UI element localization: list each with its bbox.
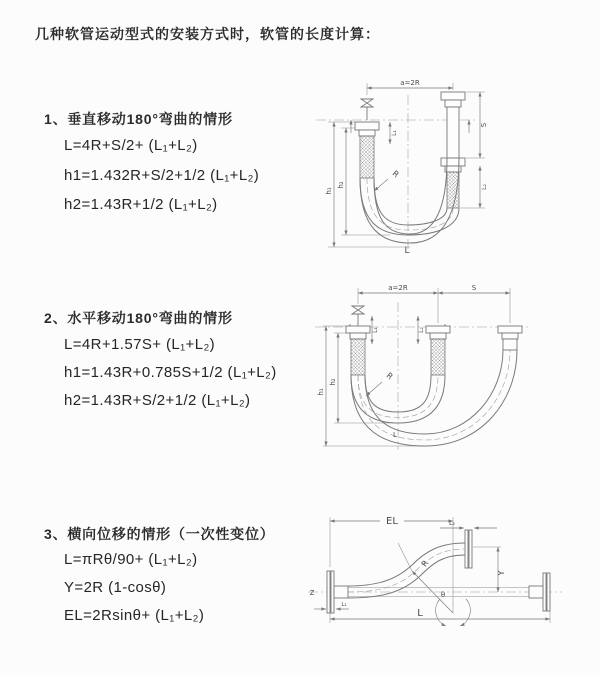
hose-curves: [360, 158, 459, 243]
radius-label: R: [390, 168, 401, 180]
section-3-formula-Y: Y=2R (1-cosθ): [64, 579, 167, 596]
radius-label: R: [419, 558, 431, 569]
dim-label-l1: L₁: [372, 327, 379, 333]
valve-icon: [352, 306, 364, 326]
dim-label-a2r: a=2R: [388, 284, 408, 292]
dim-label-l2: L₂: [418, 327, 425, 333]
dim-label-l: L: [417, 608, 423, 619]
diagram-horizontal-180-bend: [310, 280, 600, 460]
diagram-vertical-180-bend: [310, 75, 600, 255]
dim-label-l2: L₂: [481, 184, 488, 190]
section-1-formula-L: L=4R+S/2+ (L₁+L₂): [64, 137, 198, 154]
axis-mark-label: Z: [309, 589, 315, 597]
dim-label-h2: h₂: [329, 378, 337, 386]
dim-label-l1: L₁: [341, 602, 347, 608]
dim-label-a2r: a=2R: [400, 79, 420, 87]
pipe-fittings: [355, 92, 465, 208]
section-1-formula-h2: h2=1.43R+1/2 (L₁+L₂): [64, 196, 218, 213]
page-title: 几种软管运动型式的安装方式时，软管的长度计算：: [35, 26, 380, 42]
diagram-labels: [325, 79, 488, 255]
dim-label-h1: h₁: [317, 388, 325, 396]
valve-icon: [361, 99, 373, 120]
dim-label-y: Y: [497, 570, 506, 576]
section-2-formula-h2: h2=1.43R+S/2+1/2 (L₁+L₂): [64, 392, 251, 409]
dim-label-el: EL: [386, 516, 398, 527]
angle-theta-label: θ: [440, 591, 446, 599]
hose-curves: [348, 543, 529, 598]
section-3-formula-EL: EL=2Rsinθ+ (L₁+L₂): [64, 607, 205, 624]
section-1-formula-h1: h1=1.432R+S/2+1/2 (L₁+L₂): [64, 167, 260, 184]
section-1-heading: 1、垂直移动180°弯曲的情形: [44, 111, 233, 127]
section-2-heading: 2、水平移动180°弯曲的情形: [44, 310, 233, 326]
dim-label-l1: L₁: [391, 130, 398, 136]
radius-label: R: [384, 370, 395, 382]
dim-label-s: S: [471, 284, 477, 292]
section-3-heading: 3、横向位移的情形（一次性变位）: [44, 526, 275, 542]
dimension-lines: [314, 517, 550, 626]
length-label: L: [404, 246, 410, 255]
centerlines: [315, 302, 528, 450]
diagram-labels: [317, 284, 477, 439]
dim-label-h1: h₁: [325, 187, 333, 195]
diagram-lateral-displacement: [300, 505, 600, 645]
dim-label-s: S: [480, 122, 488, 128]
diagram-labels: [310, 516, 506, 619]
length-label: L: [393, 431, 397, 439]
section-3-formula-L: L=πRθ/90+ (L₁+L₂): [64, 551, 198, 568]
dim-label-h2: h₂: [337, 181, 345, 189]
section-2-formula-h1: h1=1.43R+0.785S+1/2 (L₁+L₂): [64, 364, 277, 381]
dim-label-l2: L₂: [449, 520, 455, 527]
section-2-formula-L: L=4R+1.57S+ (L₁+L₂): [64, 336, 216, 353]
